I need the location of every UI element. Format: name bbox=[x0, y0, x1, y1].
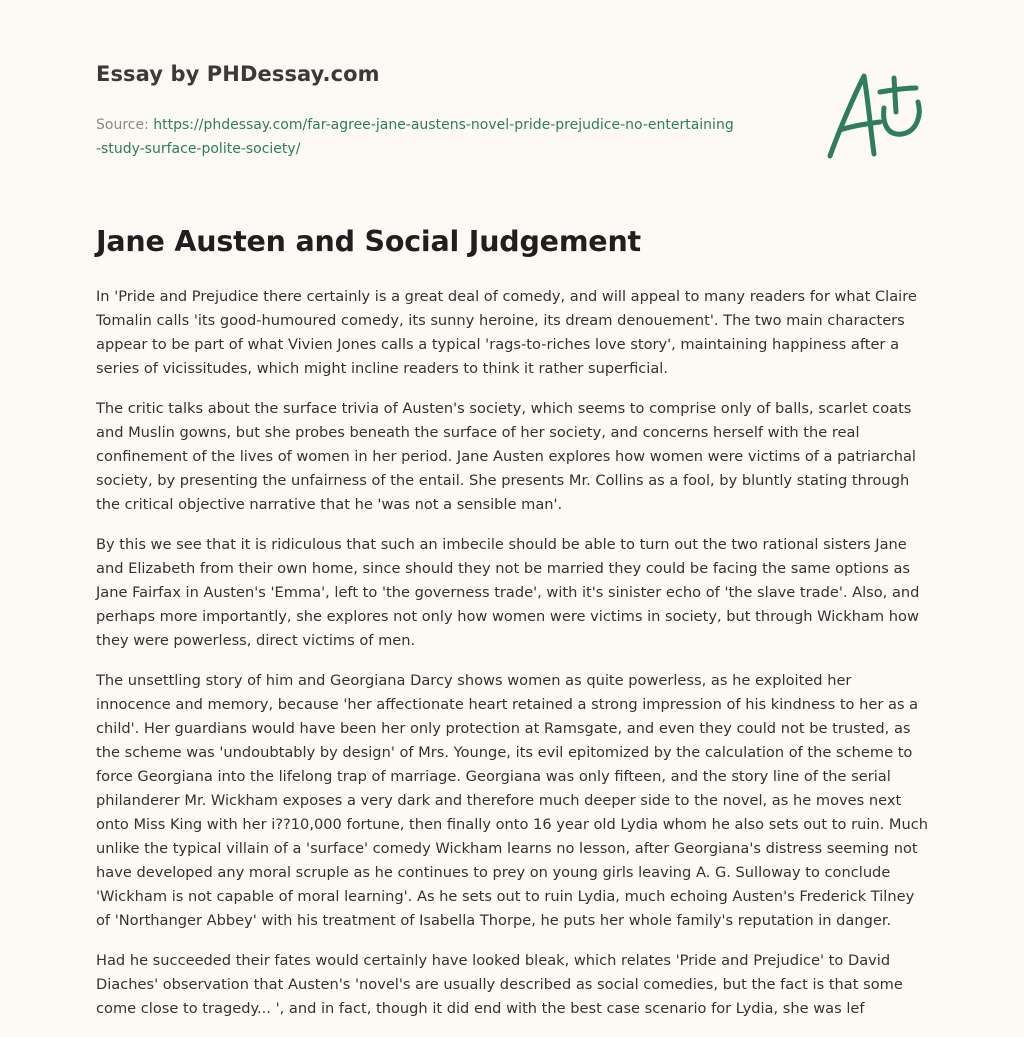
source-link[interactable]: https://phdessay.com/far-agree-jane-austens-novel-pride-prejudice-no-entertaining-study-surface-polite-society/ bbox=[96, 117, 734, 157]
source-label: Source: bbox=[96, 117, 154, 133]
site-title: Essay by PHDessay.com bbox=[96, 62, 380, 86]
paragraph: In 'Pride and Prejudice there certainly is a great deal of comedy, and will appeal to many readers for what Claire Tomalin calls 'its good-humoured comedy, its sunny heroine, its dream denouement'. The two main characters appear to be part of what Vivien Jones calls a typical 'rags-to-riches love story', maintaining happiness after a series of vicissitudes, which might incline readers to think it rather superficial. bbox=[96, 288, 917, 377]
paragraph: The unsettling story of him and Georgiana Darcy shows women as quite powerless, as he exploited her innocence and memory, because 'her affectionate heart retained a strong impression of his kindness to her as a child'. Her guardians would have been her only protection at Ramsgate, and even they could not be trusted, as the scheme was 'undoubtably by design' of Mrs. Younge, its evil epitomized by the calculation of the scheme to force Georgiana into the lifelong trap of marriage. Georgiana was only fifteen, and the story line of the serial philanderer Mr. Wickham exposes a very dark and therefore much deeper side to the novel, as he moves next onto Miss King with her i??10,000 fortune, then finally onto 16 year old Lydia whom he also sets out to ruin. Much unlike the typical villain of a 'surface' comedy Wickham learns no lesson, after Georgiana's distress seeming not have developed any moral scruple as he continues to prey on young girls leaving A. G. Sulloway to conclude 'Wickham is not capable of moral learning'. As he sets out to ruin Lydia, much echoing Austen's Frederick Tilney of 'Northanger Abbey' with his treatment of Isabella Thorpe, he puts her whole family's reputation in danger. bbox=[96, 672, 929, 929]
article-title: Jane Austen and Social Judgement bbox=[96, 225, 641, 258]
source-line bbox=[96, 113, 736, 161]
a-plus-grade-icon bbox=[818, 64, 936, 168]
paragraph: Had he succeeded their fates would certainly have looked bleak, which relates 'Pride and Prejudice' to David Diaches' observation that Austen's 'novel's are usually described as social comedies, but the fact is that some come close to tragedy... ', and in fact, though it did end with the best case scenario for Lydia, she was lef bbox=[96, 952, 903, 1017]
paragraph: By this we see that it is ridiculous that such an imbecile should be able to turn out the two rational sisters Jane and Elizabeth from their own home, since should they not be married they could be facing the same options as Jane Fairfax in Austen's 'Emma', left to 'the governess trade', with it's sinister echo of 'the slave trade'. Also, and perhaps more importantly, she explores not only how women were victims in society, but through Wickham how they were powerless, direct victims of men. bbox=[96, 536, 920, 649]
paragraph: The critic talks about the surface trivia of Austen's society, which seems to comprise only of balls, scarlet coats and Muslin gowns, but she probes beneath the surface of her society, and concerns herself with the real confinement of the lives of women in her period. Jane Austen explores how women were victims of a patriarchal society, by presenting the unfairness of the entail. She presents Mr. Collins as a fool, by bluntly stating through the critical objective narrative that he 'was not a sensible man'. bbox=[96, 400, 916, 513]
article-body bbox=[96, 285, 930, 1037]
page-header bbox=[96, 62, 736, 161]
